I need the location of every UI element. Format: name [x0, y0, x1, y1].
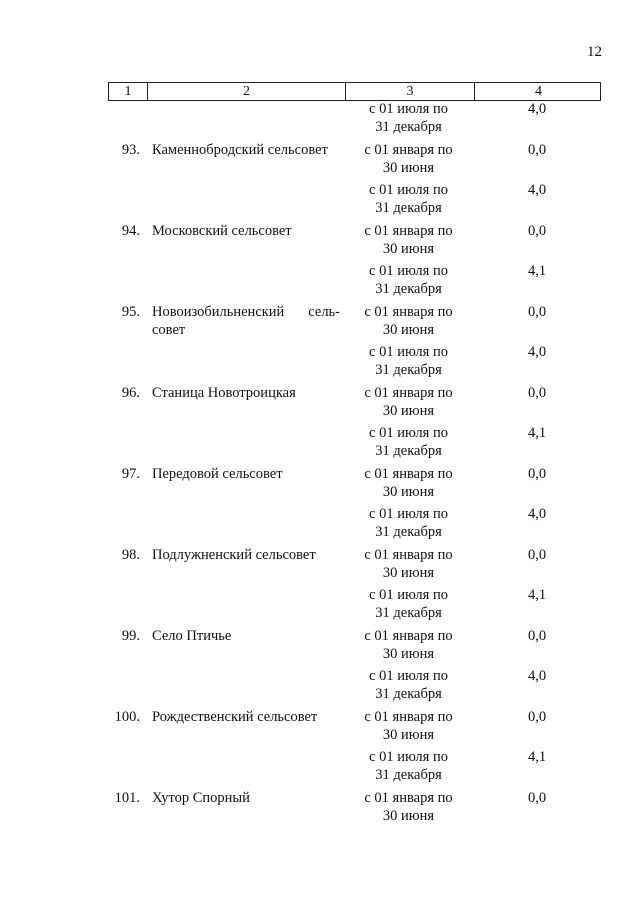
row-period [344, 142, 473, 177]
row-value: 4,0 [527, 506, 547, 522]
row-number [108, 425, 146, 460]
row-name: Московский сельсовет [152, 223, 292, 239]
period-line: с 01 января по [364, 385, 453, 401]
table-row [108, 668, 601, 703]
row-period [344, 304, 473, 339]
row-value: 4,1 [527, 263, 547, 279]
row-period [344, 263, 473, 298]
row-period [344, 466, 473, 501]
row-name [146, 425, 344, 460]
row-name [146, 182, 344, 217]
row-number [108, 668, 146, 703]
period-line: с 01 января по [364, 547, 453, 563]
row-number [108, 101, 146, 136]
row-period [344, 223, 473, 258]
period-line: 30 июня [382, 483, 435, 500]
row-name [146, 344, 344, 379]
row-value: 0,0 [527, 628, 547, 644]
row-name: Хутор Спорный [152, 790, 250, 806]
period-line: 30 июня [382, 240, 435, 257]
table-row [108, 263, 601, 298]
name-word: сель- [308, 304, 340, 320]
table-row [108, 628, 601, 663]
row-period [344, 101, 473, 136]
period-line: 31 декабря [375, 604, 442, 621]
period-line: 31 декабря [375, 118, 442, 135]
period-line: 30 июня [382, 645, 435, 662]
row-number: 97. [121, 466, 140, 482]
table-row [108, 223, 601, 258]
row-value: 0,0 [527, 547, 547, 563]
table-row [108, 304, 601, 339]
table-row [108, 344, 601, 379]
period-line: 31 декабря [375, 199, 442, 216]
period-line: с 01 января по [364, 223, 453, 239]
period-line: с 01 июля по [369, 182, 448, 198]
row-period [344, 385, 473, 420]
table-row [108, 790, 601, 825]
name-line: совет [152, 321, 186, 338]
row-period [344, 749, 473, 784]
row-value: 4,0 [527, 182, 547, 198]
row-value: 4,0 [527, 344, 547, 360]
row-value: 0,0 [527, 142, 547, 158]
row-name [146, 304, 344, 339]
period-line: 30 июня [382, 159, 435, 176]
column-header-1: 1 [124, 84, 132, 99]
period-line: с 01 января по [364, 790, 453, 806]
row-period [344, 709, 473, 744]
period-line: с 01 июля по [369, 344, 448, 360]
period-line: 31 декабря [375, 280, 442, 297]
row-number: 98. [121, 547, 140, 563]
row-number [108, 344, 146, 379]
page-number: 12 [587, 44, 602, 60]
period-line: 30 июня [382, 726, 435, 743]
period-line: 30 июня [382, 564, 435, 581]
period-line: 30 июня [382, 321, 435, 338]
row-value: 0,0 [527, 385, 547, 401]
table-row [108, 749, 601, 784]
row-number [108, 182, 146, 217]
row-number: 95. [121, 304, 140, 320]
row-value: 4,1 [527, 587, 547, 603]
period-line: с 01 июля по [369, 101, 448, 117]
row-period [344, 668, 473, 703]
tariff-table [108, 82, 601, 825]
row-period [344, 628, 473, 663]
row-value: 4,1 [527, 425, 547, 441]
row-period [344, 790, 473, 825]
row-period [344, 182, 473, 217]
row-name: Каменнобродский сельсовет [152, 142, 328, 158]
period-line: с 01 июля по [369, 668, 448, 684]
row-name [146, 668, 344, 703]
period-line: 31 декабря [375, 766, 442, 783]
row-period [344, 425, 473, 460]
table-row [108, 506, 601, 541]
table-row [108, 709, 601, 744]
name-word: Новоизобильненский [152, 304, 285, 320]
table-row [108, 466, 601, 501]
table-row [108, 425, 601, 460]
table-row [108, 587, 601, 622]
row-value: 0,0 [527, 466, 547, 482]
name-line [152, 304, 340, 322]
row-period [344, 506, 473, 541]
row-value: 0,0 [527, 304, 547, 320]
period-line: 31 декабря [375, 523, 442, 540]
row-number: 101. [114, 790, 140, 806]
row-value: 4,1 [527, 749, 547, 765]
table-row [108, 385, 601, 420]
row-number [108, 263, 146, 298]
row-name: Станица Новотроицкая [152, 385, 296, 401]
row-value: 0,0 [527, 709, 547, 725]
period-line: с 01 июля по [369, 263, 448, 279]
row-period [344, 547, 473, 582]
period-line: 31 декабря [375, 442, 442, 459]
row-value: 4,0 [527, 101, 547, 117]
period-line: 30 июня [382, 402, 435, 419]
row-name [146, 749, 344, 784]
period-line: с 01 июля по [369, 506, 448, 522]
row-number: 94. [121, 223, 140, 239]
period-line: 31 декабря [375, 361, 442, 378]
row-number [108, 587, 146, 622]
row-period [344, 344, 473, 379]
period-line: с 01 января по [364, 466, 453, 482]
period-line: с 01 января по [364, 709, 453, 725]
row-name [146, 263, 344, 298]
row-value: 0,0 [527, 223, 547, 239]
row-name: Подлужненский сельсовет [152, 547, 316, 563]
table-row [108, 142, 601, 177]
table-row [108, 182, 601, 217]
column-header-4: 4 [474, 83, 602, 100]
period-line: с 01 июля по [369, 587, 448, 603]
row-name: Рождественский сельсовет [152, 709, 318, 725]
row-period [344, 587, 473, 622]
period-line: с 01 июля по [369, 749, 448, 765]
continuation-row [108, 101, 601, 136]
row-name [146, 506, 344, 541]
row-number: 99. [121, 628, 140, 644]
table-header-row [108, 82, 601, 101]
period-line: с 01 января по [364, 628, 453, 644]
period-line: 31 декабря [375, 685, 442, 702]
column-header-3: 3 [345, 83, 474, 100]
row-value: 0,0 [527, 790, 547, 806]
row-name: Передовой сельсовет [152, 466, 283, 482]
table-body [108, 101, 601, 825]
row-number: 96. [121, 385, 140, 401]
row-name [146, 101, 344, 136]
row-name: Село Птичье [152, 628, 232, 644]
period-line: с 01 января по [364, 142, 453, 158]
table-row [108, 547, 601, 582]
row-number: 93. [121, 142, 140, 158]
row-value: 4,0 [527, 668, 547, 684]
period-line: с 01 июля по [369, 425, 448, 441]
row-number [108, 506, 146, 541]
column-header-2: 2 [147, 83, 345, 100]
row-number [108, 749, 146, 784]
period-line: 30 июня [382, 807, 435, 824]
row-number: 100. [114, 709, 140, 725]
period-line: с 01 января по [364, 304, 453, 320]
row-name [146, 587, 344, 622]
